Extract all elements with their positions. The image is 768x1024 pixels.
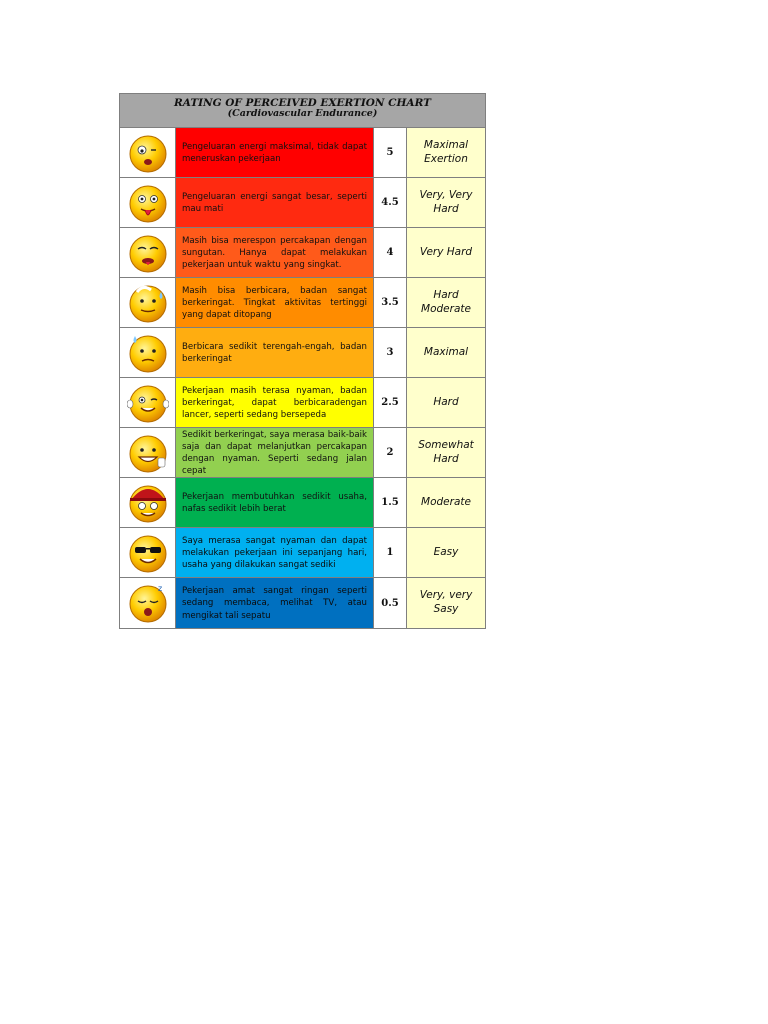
score-cell: 0.5 (374, 578, 407, 628)
description-text: Masih bisa berbicara, badan sangat berkeringat. Tingkat aktivitas tertinggi yang dapat ditopang (182, 285, 367, 321)
description-text: Pengeluaran energi sangat besar, seperti mau mati (182, 191, 367, 214)
intensity-label: Very Hard (407, 228, 485, 277)
description-cell (176, 378, 374, 427)
rpe-row (120, 128, 485, 178)
description-text: Berbicara sedikit terengah-engah, badan berkeringat (182, 341, 367, 364)
face-cell (120, 528, 176, 577)
intensity-label: Hard (407, 378, 485, 427)
score-cell: 1.5 (374, 478, 407, 527)
score-cell: 3 (374, 328, 407, 377)
description-cell (176, 478, 374, 527)
description-cell (176, 528, 374, 577)
score-cell: 4 (374, 228, 407, 277)
face-cell (120, 178, 176, 227)
rpe-row (120, 378, 485, 428)
sunglasses-face-icon (127, 532, 169, 574)
score-cell: 2 (374, 428, 407, 477)
intensity-label: Very, very Sasy (407, 578, 485, 628)
cap-face-icon (127, 482, 169, 524)
tired-face-icon (127, 232, 169, 274)
face-cell (120, 228, 176, 277)
description-cell (176, 228, 374, 277)
face-cell (120, 578, 176, 628)
rpe-row (120, 228, 485, 278)
intensity-label: Maximal (407, 328, 485, 377)
score-cell: 3.5 (374, 278, 407, 327)
intensity-label: Hard Moderate (407, 278, 485, 327)
rpe-row (120, 578, 485, 628)
score-cell: 4.5 (374, 178, 407, 227)
face-cell (120, 478, 176, 527)
description-cell (176, 278, 374, 327)
intensity-label: Easy (407, 528, 485, 577)
description-cell (176, 328, 374, 377)
rpe-row (120, 278, 485, 328)
description-text: Sedikit berkeringat, saya merasa baik-baik saja dan dapat melanjutkan percakapan dengan nyaman. Seperti sedang jalan cepat (182, 429, 367, 477)
chart-rows (120, 128, 485, 628)
rpe-chart (119, 93, 486, 629)
sleeping-face-icon (127, 582, 169, 624)
exhausted-face-icon (127, 132, 169, 174)
chart-subtitle: (Cardiovascular Endurance) (227, 108, 378, 120)
face-cell (120, 128, 176, 177)
description-text: Pekerjaan membutuhkan sedikit usaha, nafas sedikit lebih berat (182, 491, 367, 514)
svg-text:z: z (157, 584, 162, 593)
description-text: Pekerjaan amat sangat ringan seperti sedang membaca, melihat TV, atau mengikat tali sepatu (182, 586, 367, 621)
face-cell (120, 278, 176, 327)
rpe-row (120, 178, 485, 228)
rpe-row (120, 478, 485, 528)
thumbs-up-face-icon (127, 432, 169, 474)
score-cell: 2.5 (374, 378, 407, 427)
chart-title: RATING OF PERCEIVED EXERTION CHART (174, 97, 431, 109)
sweating-face-icon (127, 282, 169, 324)
chart-header (120, 94, 485, 128)
description-cell (176, 128, 374, 177)
description-cell (176, 428, 374, 477)
score-cell: 5 (374, 128, 407, 177)
description-text: Pekerjaan masih terasa nyaman, badan berkeringat, dapat berbicaradengan lancer, seperti sedang bersepeda (182, 385, 367, 421)
tongue-out-face-icon (127, 182, 169, 224)
waving-face-icon (127, 382, 169, 424)
description-cell (176, 178, 374, 227)
description-text: Pengeluaran energi maksimal, tidak dapat meneruskan pekerjaan (182, 141, 367, 164)
rpe-row (120, 328, 485, 378)
rpe-row (120, 528, 485, 578)
intensity-label: Very, Very Hard (407, 178, 485, 227)
description-cell (176, 578, 374, 628)
face-cell (120, 378, 176, 427)
description-text: Saya merasa sangat nyaman dan dapat melakukan pekerjaan ini sepanjang hari, usaha yang dilakukan sangat sediki (182, 535, 367, 571)
sweat-drop-face-icon (127, 332, 169, 374)
rpe-row (120, 428, 485, 478)
intensity-label: Somewhat Hard (407, 428, 485, 477)
description-text: Masih bisa merespon percakapan dengan sungutan. Hanya dapat melakukan pekerjaan untuk waktu yang singkat. (182, 235, 367, 271)
intensity-label: Moderate (407, 478, 485, 527)
face-cell (120, 328, 176, 377)
face-cell (120, 428, 176, 477)
score-cell: 1 (374, 528, 407, 577)
intensity-label: Maximal Exertion (407, 128, 485, 177)
